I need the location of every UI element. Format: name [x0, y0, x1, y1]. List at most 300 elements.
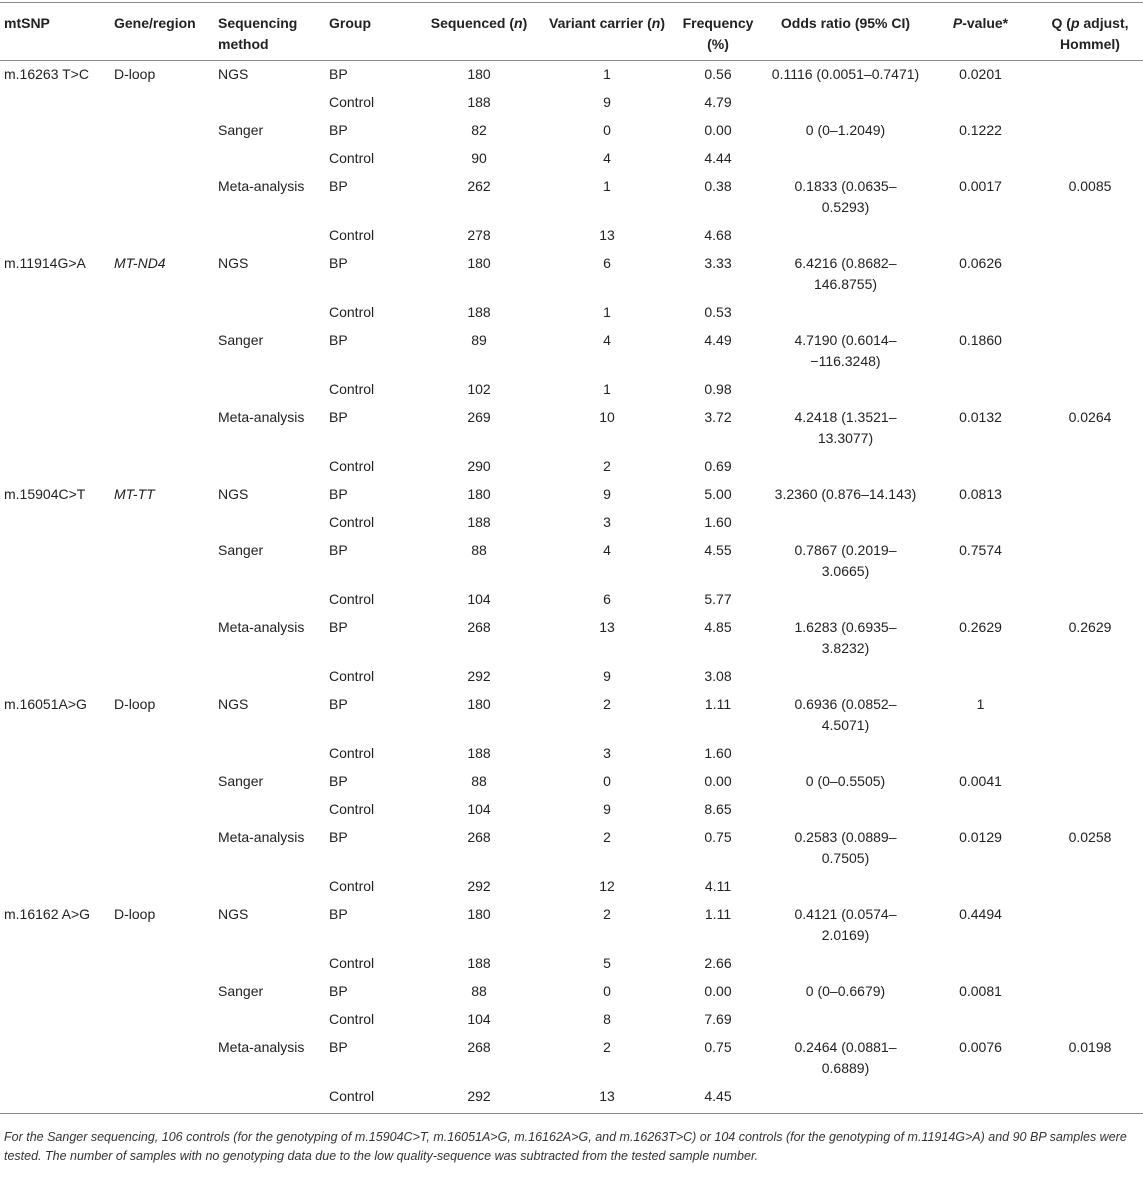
odds-ratio-cell [767, 1083, 924, 1114]
table-row [0, 481, 1143, 509]
gene-cell [110, 873, 214, 901]
frequency-cell: 0.53 [704, 304, 732, 320]
frequency-cell: 4.45 [669, 1083, 767, 1114]
carrier-cell: 4 [603, 542, 611, 558]
results-table [0, 2, 1143, 1114]
group-cell: BP [329, 983, 348, 999]
gene-cell [110, 404, 214, 453]
snp-cell [0, 768, 110, 796]
column-header-text: Sequenced ( [430, 15, 514, 31]
odds-ratio-cell [767, 586, 924, 614]
method-cell [214, 1006, 325, 1034]
group-cell: Control [329, 591, 375, 607]
odds-ratio-cell: 3.2360 (0.876–14.143) [774, 486, 917, 502]
method-cell [214, 1083, 325, 1114]
table-row [0, 614, 1143, 663]
group-cell: BP [329, 122, 348, 138]
snp-cell: m.16263 T>C [4, 66, 89, 82]
q-value-cell [1037, 145, 1143, 173]
gene-cell [110, 796, 214, 824]
frequency-cell: 4.55 [704, 542, 732, 558]
table-row [0, 1006, 1143, 1034]
table-row [0, 453, 1143, 481]
sequenced-cell: 269 [467, 409, 491, 425]
gene-cell [110, 509, 214, 537]
group-cell: BP [329, 619, 348, 635]
frequency-cell: 4.44 [704, 150, 732, 166]
sequenced-cell: 88 [471, 542, 487, 558]
frequency-cell: 4.85 [704, 619, 732, 635]
frequency-cell: 5.00 [704, 486, 732, 502]
odds-ratio-cell: 4.2418 (1.3521–13.3077) [794, 409, 897, 446]
odds-ratio-cell: 6.4216 (0.8682–146.8755) [794, 255, 897, 292]
sequenced-cell: 188 [467, 94, 491, 110]
method-cell [214, 89, 325, 117]
p-value-cell: 0.4494 [959, 906, 1002, 922]
sequenced-cell: 180 [467, 486, 491, 502]
carrier-cell: 6 [603, 255, 611, 271]
group-cell: Control [329, 801, 375, 817]
q-value-cell [1037, 873, 1143, 901]
sequenced-cell: 180 [467, 255, 491, 271]
table-row [0, 61, 1143, 90]
table-row [0, 873, 1143, 901]
gene-cell [110, 824, 214, 873]
carrier-cell: 13 [545, 1083, 669, 1114]
snp-cell [0, 145, 110, 173]
carrier-cell: 2 [603, 829, 611, 845]
odds-ratio-cell [767, 509, 924, 537]
method-cell: Meta-analysis [218, 619, 305, 635]
p-value-cell: 1 [976, 696, 985, 712]
method-cell: Meta-analysis [218, 829, 305, 845]
column-header-text: mtSNP [4, 15, 50, 31]
sequenced-cell: 104 [467, 591, 491, 607]
column-header [110, 3, 214, 61]
p-value-cell: 0.0076 [959, 1039, 1002, 1055]
frequency-cell: 3.08 [704, 668, 732, 684]
q-value-cell [1037, 586, 1143, 614]
gene-cell [110, 453, 214, 481]
method-cell: NGS [218, 486, 249, 502]
carrier-cell: 0 [603, 122, 611, 138]
snp-cell [0, 978, 110, 1006]
q-value-cell [1037, 740, 1143, 768]
odds-ratio-cell [767, 89, 924, 117]
table-row [0, 740, 1143, 768]
column-header [0, 3, 110, 61]
snp-cell [0, 117, 110, 145]
frequency-cell: 0.38 [704, 178, 732, 194]
table-row [0, 796, 1143, 824]
odds-ratio-cell [767, 796, 924, 824]
carrier-cell: 5 [603, 955, 611, 971]
table-row [0, 768, 1143, 796]
p-value-cell: 0.2629 [959, 619, 1002, 635]
q-value-cell [1037, 222, 1143, 250]
q-value-cell [1037, 901, 1143, 950]
group-cell: Control [329, 150, 375, 166]
method-cell [214, 299, 325, 327]
column-header [924, 3, 1037, 61]
p-value-cell: 0.0132 [959, 409, 1002, 425]
method-cell [214, 453, 325, 481]
frequency-cell: 2.66 [704, 955, 732, 971]
frequency-cell: 4.68 [704, 227, 732, 243]
q-value-cell: 0.0198 [1068, 1039, 1112, 1055]
carrier-cell: 0 [603, 983, 611, 999]
method-cell: Sanger [218, 983, 264, 999]
p-value-cell [924, 740, 1037, 768]
odds-ratio-cell: 0.4121 (0.0574–2.0169) [794, 906, 897, 943]
table-row [0, 299, 1143, 327]
frequency-cell: 0.69 [704, 458, 732, 474]
group-cell: Control [329, 514, 375, 530]
sequenced-cell: 268 [467, 619, 491, 635]
table-row [0, 978, 1143, 1006]
odds-ratio-cell [767, 740, 924, 768]
q-value-cell [1037, 663, 1143, 691]
p-value-cell: 0.0626 [959, 255, 1002, 271]
carrier-cell: 13 [599, 227, 615, 243]
gene-cell [110, 145, 214, 173]
snp-cell [0, 1034, 110, 1083]
odds-ratio-cell: 0.2583 (0.0889–0.7505) [794, 829, 897, 866]
column-header-text: Sequencing method [218, 15, 298, 52]
p-value-cell [924, 299, 1037, 327]
method-cell [214, 663, 325, 691]
group-cell: BP [329, 773, 348, 789]
group-cell: BP [329, 66, 348, 82]
p-value-cell [924, 950, 1037, 978]
p-value-cell: 0.1222 [959, 122, 1002, 138]
table-row [0, 117, 1143, 145]
snp-cell [0, 824, 110, 873]
carrier-cell: 3 [603, 745, 611, 761]
table-row [0, 537, 1143, 586]
method-cell: Meta-analysis [218, 178, 305, 194]
snp-cell [0, 950, 110, 978]
p-value-cell [924, 89, 1037, 117]
snp-cell [0, 376, 110, 404]
table-header [0, 3, 1143, 61]
q-value-cell [1037, 376, 1143, 404]
column-header [545, 3, 669, 61]
p-value-cell [924, 796, 1037, 824]
p-value-cell [924, 376, 1037, 404]
method-cell: Sanger [218, 332, 264, 348]
odds-ratio-cell: 0.1116 (0.0051–0.7471) [771, 66, 920, 82]
sequenced-cell: 82 [471, 122, 487, 138]
carrier-cell: 3 [603, 514, 611, 530]
p-value-cell: 0.0081 [959, 983, 1002, 999]
q-value-cell: 0.0258 [1068, 829, 1112, 845]
table-row [0, 89, 1143, 117]
odds-ratio-cell: 0 (0–0.5505) [805, 773, 886, 789]
carrier-cell: 12 [599, 878, 615, 894]
group-cell: Control [329, 381, 375, 397]
snp-cell [0, 586, 110, 614]
p-value-cell [924, 873, 1037, 901]
odds-ratio-cell [767, 299, 924, 327]
table-body [0, 61, 1143, 1114]
sequenced-cell: 88 [471, 773, 487, 789]
carrier-cell: 1 [603, 381, 611, 397]
carrier-cell: 9 [603, 668, 611, 684]
q-value-cell [1037, 768, 1143, 796]
group-cell: Control [329, 458, 375, 474]
method-cell [214, 873, 325, 901]
q-value-cell [1037, 1006, 1143, 1034]
odds-ratio-cell [767, 145, 924, 173]
q-value-cell: 0.0264 [1068, 409, 1112, 425]
sequenced-cell: 290 [467, 458, 491, 474]
group-cell: Control [329, 955, 375, 971]
carrier-cell: 4 [603, 332, 611, 348]
snp-cell [0, 537, 110, 586]
table-row [0, 824, 1143, 873]
gene-cell [110, 740, 214, 768]
sequenced-cell: 180 [467, 696, 491, 712]
gene-cell: D-loop [114, 906, 156, 922]
method-cell: NGS [218, 696, 249, 712]
gene-cell: MT-ND4 [114, 255, 166, 271]
frequency-cell: 1.11 [704, 696, 732, 712]
group-cell: BP [329, 829, 348, 845]
snp-cell: m.16162 A>G [4, 906, 91, 922]
method-cell [214, 586, 325, 614]
snp-cell [0, 796, 110, 824]
odds-ratio-cell [767, 1006, 924, 1034]
sequenced-cell: 188 [467, 745, 491, 761]
snp-cell [0, 299, 110, 327]
gene-cell [110, 978, 214, 1006]
q-value-cell [1037, 950, 1143, 978]
gene-cell [110, 950, 214, 978]
group-cell: Control [329, 304, 375, 320]
method-cell [214, 950, 325, 978]
odds-ratio-cell [767, 222, 924, 250]
sequenced-cell: 278 [467, 227, 491, 243]
p-value-cell [924, 1083, 1037, 1114]
sequenced-cell: 180 [467, 66, 491, 82]
odds-ratio-cell [767, 873, 924, 901]
group-cell: BP [329, 255, 348, 271]
carrier-cell: 2 [603, 696, 611, 712]
group-cell: Control [329, 227, 375, 243]
column-header-text: Group [329, 15, 371, 31]
odds-ratio-cell: 0.7867 (0.2019–3.0665) [794, 542, 897, 579]
q-value-cell [1037, 691, 1143, 740]
p-value-cell: 0.0201 [959, 66, 1002, 82]
snp-cell [0, 614, 110, 663]
method-cell: Meta-analysis [218, 409, 305, 425]
gene-cell [110, 1083, 214, 1114]
sequenced-cell: 262 [467, 178, 491, 194]
snp-cell: m.11914G>A [4, 255, 86, 271]
frequency-cell: 0.00 [704, 983, 732, 999]
group-cell: Control [329, 745, 375, 761]
column-header-text: ) [660, 15, 665, 31]
gene-cell [110, 614, 214, 663]
method-cell: NGS [218, 66, 249, 82]
method-cell [214, 376, 325, 404]
odds-ratio-cell [767, 453, 924, 481]
gene-cell [110, 376, 214, 404]
frequency-cell: 7.69 [704, 1011, 732, 1027]
odds-ratio-cell: 0 (0–1.2049) [805, 122, 886, 138]
gene-cell [110, 586, 214, 614]
gene-cell [110, 1034, 214, 1083]
table-row [0, 663, 1143, 691]
carrier-cell: 1 [603, 304, 611, 320]
q-value-cell [1037, 299, 1143, 327]
column-header-text: ) [522, 15, 528, 31]
method-cell: NGS [218, 255, 249, 271]
sequenced-cell: 180 [467, 906, 491, 922]
frequency-cell: 0.56 [704, 66, 732, 82]
group-cell: Control [329, 668, 375, 684]
table-row [0, 586, 1143, 614]
q-value-cell: 0.0085 [1068, 178, 1112, 194]
gene-cell [110, 299, 214, 327]
table-row [0, 145, 1143, 173]
column-header-text: Q ( [1051, 15, 1071, 31]
group-cell: BP [329, 542, 348, 558]
frequency-cell: 1.60 [704, 745, 732, 761]
column-header [1037, 3, 1143, 61]
q-value-cell [1037, 1083, 1143, 1114]
method-cell [214, 509, 325, 537]
sequenced-cell: 188 [467, 955, 491, 971]
snp-cell [0, 1083, 110, 1114]
column-header-text: Gene/region [114, 15, 196, 31]
group-cell: BP [329, 1039, 348, 1055]
column-header-text: Variant carrier ( [549, 15, 652, 31]
frequency-cell: 0.98 [704, 381, 732, 397]
odds-ratio-cell [767, 663, 924, 691]
p-value-cell [924, 222, 1037, 250]
column-header [669, 3, 767, 61]
p-value-cell [924, 663, 1037, 691]
q-value-cell [1037, 250, 1143, 299]
group-cell: BP [329, 178, 348, 194]
q-value-cell [1037, 453, 1143, 481]
column-header-text: -value* [962, 15, 1009, 31]
carrier-cell: 10 [599, 409, 615, 425]
carrier-cell: 4 [603, 150, 611, 166]
group-cell: BP [329, 696, 348, 712]
column-header [413, 3, 545, 61]
table-row [0, 1034, 1143, 1083]
sequenced-cell: 292 [467, 878, 491, 894]
column-header-text: p [1070, 15, 1080, 31]
method-cell [214, 145, 325, 173]
p-value-cell [924, 586, 1037, 614]
method-cell: Meta-analysis [218, 1039, 305, 1055]
sequenced-cell: 268 [467, 1039, 491, 1055]
column-header-text: P [952, 15, 963, 31]
p-value-cell: 0.0041 [959, 773, 1002, 789]
p-value-cell [924, 453, 1037, 481]
q-value-cell [1037, 61, 1143, 90]
method-cell: Sanger [218, 542, 264, 558]
column-header [325, 3, 413, 61]
table-row [0, 509, 1143, 537]
q-value-cell [1037, 978, 1143, 1006]
group-cell: BP [329, 332, 348, 348]
gene-cell [110, 768, 214, 796]
sequenced-cell: 268 [467, 829, 491, 845]
method-cell [214, 796, 325, 824]
sequenced-cell: 188 [467, 304, 491, 320]
q-value-cell [1037, 327, 1143, 376]
snp-cell [0, 173, 110, 222]
carrier-cell: 1 [603, 66, 611, 82]
p-value-cell [924, 509, 1037, 537]
sequenced-cell: 104 [467, 801, 491, 817]
carrier-cell: 0 [603, 773, 611, 789]
frequency-cell: 5.77 [704, 591, 732, 607]
sequenced-cell: 188 [467, 514, 491, 530]
p-value-cell [924, 145, 1037, 173]
p-value-cell: 0.0813 [959, 486, 1002, 502]
table-row [0, 222, 1143, 250]
p-value-cell: 0.1860 [959, 332, 1002, 348]
sequenced-cell: 292 [467, 668, 491, 684]
carrier-cell: 8 [603, 1011, 611, 1027]
snp-cell: m.15904C>T [4, 486, 86, 502]
gene-cell [110, 117, 214, 145]
p-value-cell [924, 1006, 1037, 1034]
q-value-cell [1037, 537, 1143, 586]
frequency-cell: 4.79 [704, 94, 732, 110]
frequency-cell: 0.75 [704, 829, 732, 845]
group-cell: BP [329, 486, 348, 502]
frequency-cell: 1.60 [704, 514, 732, 530]
odds-ratio-cell: 0.6936 (0.0852–4.5071) [794, 696, 897, 733]
p-value-cell: 0.0017 [959, 178, 1002, 194]
column-header-text: adjust, Hommel) [1060, 15, 1129, 52]
odds-ratio-cell: 1.6283 (0.6935–3.8232) [794, 619, 897, 656]
odds-ratio-cell: 0 (0–0.6679) [805, 983, 886, 999]
table-row [0, 250, 1143, 299]
group-cell: Control [329, 1011, 375, 1027]
table-row [0, 404, 1143, 453]
gene-cell [110, 663, 214, 691]
carrier-cell: 2 [603, 1039, 611, 1055]
frequency-cell: 0.00 [704, 773, 732, 789]
snp-cell: m.16051A>G [4, 696, 87, 712]
column-header [214, 3, 325, 61]
sequenced-cell: 89 [471, 332, 487, 348]
odds-ratio-cell [767, 376, 924, 404]
table-row [0, 691, 1143, 740]
p-value-cell: 0.7574 [959, 542, 1002, 558]
q-value-cell [1037, 509, 1143, 537]
gene-cell: D-loop [114, 66, 156, 82]
frequency-cell: 4.11 [704, 878, 732, 894]
snp-cell [0, 1006, 110, 1034]
group-cell: BP [329, 409, 348, 425]
method-cell: NGS [218, 906, 249, 922]
gene-cell: MT-TT [114, 486, 155, 502]
column-header-text: n [514, 15, 523, 31]
snp-cell [0, 873, 110, 901]
group-cell: BP [329, 906, 348, 922]
method-cell: Sanger [218, 122, 264, 138]
carrier-cell: 9 [603, 94, 611, 110]
